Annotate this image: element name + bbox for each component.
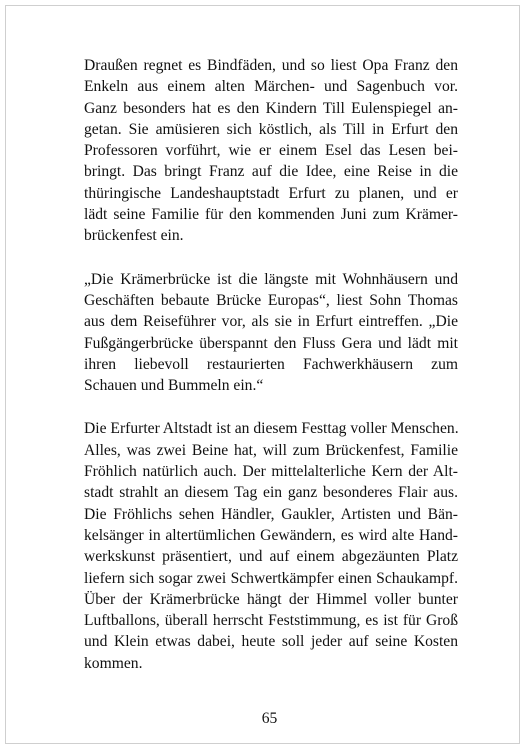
text-line: Über der Krämerbrücke hängt der Himmel voller bunter [84, 590, 458, 608]
text-line: Alles, was zwei Beine hat, will zum Brückenfest, Familie [84, 441, 458, 459]
text-line: Geschäften bebaute Brücke Europas“, liest Sohn Thomas [84, 291, 458, 309]
text-line: brückenfest ein. [84, 227, 184, 245]
text-line: aus dem Reiseführer vor, als sie in Erfurt eintreffen. „Die [84, 313, 458, 331]
page-number: 65 [261, 710, 278, 727]
text-line: thüringische Landeshauptstadt Erfurt zu planen, und er [84, 184, 458, 202]
text-line: lädt seine Familie für den kommenden Juni zum Krämer- [84, 206, 458, 224]
text-line: Schauen und Bummeln ein.“ [84, 377, 264, 395]
page [5, 5, 520, 744]
text-line: getan. Sie amüsieren sich köstlich, als Till in Erfurt den [84, 120, 458, 138]
text-line: Ganz besonders hat es den Kindern Till Eulenspiegel an- [84, 99, 458, 117]
text-line: werkskunst präsentiert, und auf einem abgezäunten Platz [84, 548, 458, 566]
text-line: Luftballons, überall herrscht Feststimmung, es ist für Groß [84, 612, 458, 630]
paragraph-3 [84, 418, 458, 674]
text-line: Die Erfurter Altstadt ist an diesem Festtag voller Menschen. [84, 420, 459, 438]
text-line: Fröhlich natürlich auch. Der mittelalterliche Kern der Alt- [84, 463, 458, 481]
text-line: Enkeln aus einem alten Märchen- und Sagenbuch vor. [84, 78, 458, 96]
text-line: „Die Krämerbrücke ist die längste mit Wohnhäusern und [84, 270, 458, 288]
text-line: Fußgängerbrücke überspannt den Fluss Gera und lädt mit [84, 334, 458, 352]
text-line: Draußen regnet es Bindfäden, und so liest Opa Franz den [84, 57, 458, 74]
text-line: Die Fröhlichs sehen Händler, Gaukler, Artisten und Bän- [84, 505, 458, 523]
text-line: kelsänger in altertümlichen Gewändern, es wird alte Hand- [84, 526, 458, 544]
paragraph-1 [84, 55, 458, 247]
text-line: stadt strahlt an diesem Tag ein ganz besonderes Flair aus. [84, 484, 458, 502]
text-line: kommen. [84, 654, 143, 672]
text-line: ihren liebevoll restaurierten Fachwerkhäusern zum [84, 355, 458, 373]
paragraph-spacer [84, 396, 458, 418]
paragraph-spacer [84, 247, 458, 269]
body-text [84, 55, 458, 674]
text-line: und Klein etwas dabei, heute soll jeder auf seine Kosten [84, 633, 458, 651]
text-line: bringt. Das bringt Franz auf die Idee, eine Reise in die [84, 163, 458, 181]
text-line: Professoren vorführt, wie er einem Esel das Lesen bei- [84, 142, 458, 160]
paragraph-2 [84, 269, 458, 397]
text-line: liefern sich sogar zwei Schwertkämpfer einen Schaukampf. [84, 569, 458, 587]
